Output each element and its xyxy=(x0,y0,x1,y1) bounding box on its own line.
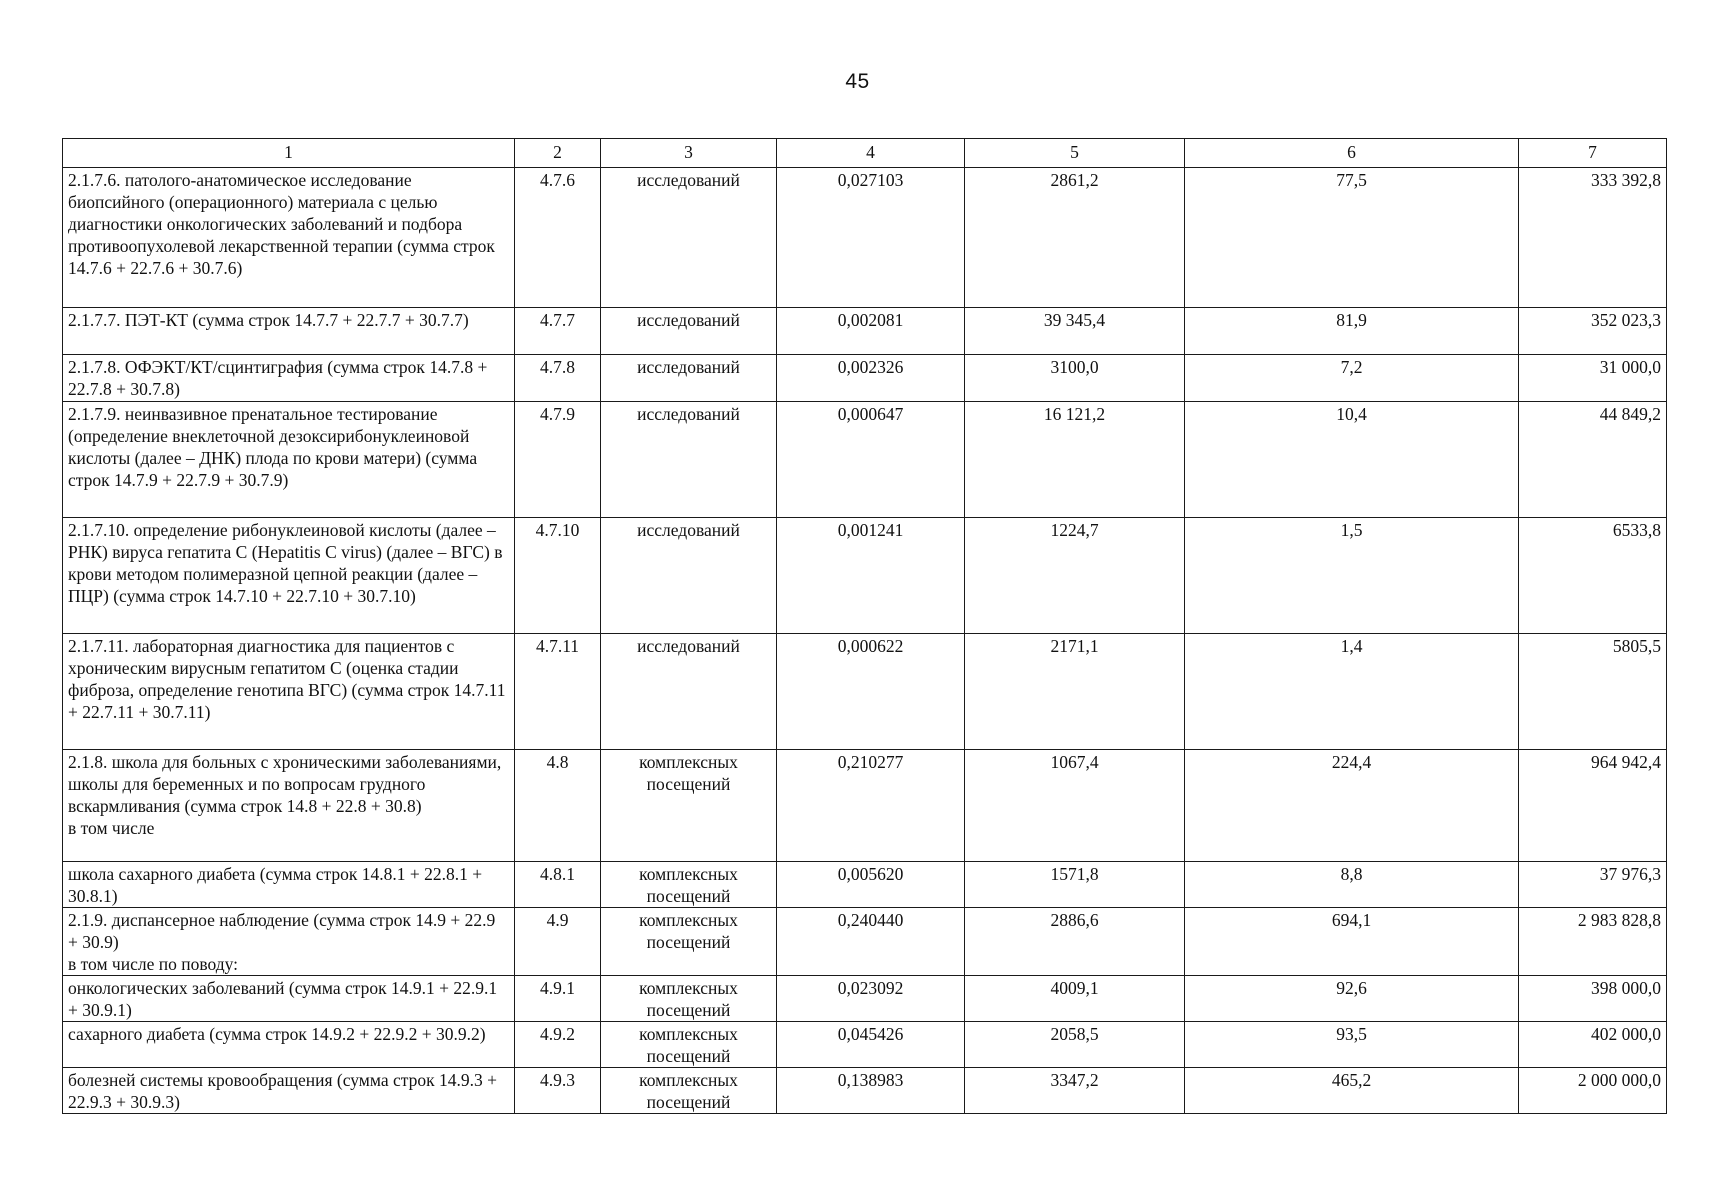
row-name-cell: 2.1.7.9. неинвазивное пренатальное тестирование (определение внеклеточной дезоксирибонуклеиновой кислоты (далее – ДНК) плода по крови матери) (сумма строк 14.7.9 + 22.7.9 + 30.7.9) xyxy=(63,402,515,518)
header-row xyxy=(63,139,1667,168)
row-name-cell: сахарного диабета (сумма строк 14.9.2 + 22.9.2 + 30.9.2) xyxy=(63,1022,515,1068)
row-value-col6: 224,4 xyxy=(1185,750,1519,862)
row-value-col5: 39 345,4 xyxy=(965,308,1185,355)
row-value-col6: 694,1 xyxy=(1185,908,1519,976)
row-code-cell: 4.7.8 xyxy=(515,355,601,402)
row-name-cell xyxy=(63,908,515,976)
table-row xyxy=(63,750,1667,862)
row-code-cell: 4.7.9 xyxy=(515,402,601,518)
row-value-col5: 1067,4 xyxy=(965,750,1185,862)
row-name-cell xyxy=(63,750,515,862)
table-row xyxy=(63,308,1667,355)
row-unit-cell: комплексных посещений xyxy=(601,1022,777,1068)
row-unit-cell: исследований xyxy=(601,168,777,308)
row-value-col6: 1,5 xyxy=(1185,518,1519,634)
row-code-cell: 4.7.10 xyxy=(515,518,601,634)
row-value-col6: 81,9 xyxy=(1185,308,1519,355)
table-row xyxy=(63,518,1667,634)
row-value-col4: 0,002326 xyxy=(777,355,965,402)
row-name-cell: онкологических заболеваний (сумма строк 14.9.1 + 22.9.1 + 30.9.1) xyxy=(63,976,515,1022)
table-row xyxy=(63,1022,1667,1068)
row-value-col7: 964 942,4 xyxy=(1519,750,1667,862)
row-value-col5: 3347,2 xyxy=(965,1068,1185,1114)
row-value-col7: 398 000,0 xyxy=(1519,976,1667,1022)
row-value-col6: 465,2 xyxy=(1185,1068,1519,1114)
column-header-7: 7 xyxy=(1519,139,1667,168)
row-value-col5: 3100,0 xyxy=(965,355,1185,402)
row-unit-cell: исследований xyxy=(601,634,777,750)
row-unit-cell: исследований xyxy=(601,402,777,518)
row-code-cell: 4.8.1 xyxy=(515,862,601,908)
page-number: 45 xyxy=(845,70,870,93)
data-table xyxy=(62,138,1667,1114)
row-unit-cell: исследований xyxy=(601,518,777,634)
table-row xyxy=(63,976,1667,1022)
column-header-6: 6 xyxy=(1185,139,1519,168)
row-name-cell: 2.1.7.10. определение рибонуклеиновой кислоты (далее – РНК) вируса гепатита С (Hepatitis C virus) (далее – ВГС) в крови методом полимеразной цепной реакции (далее – ПЦР) (сумма строк 14.7.10 + 22.7.10 + 30.7.10) xyxy=(63,518,515,634)
row-unit-cell: комплексных посещений xyxy=(601,750,777,862)
table-row xyxy=(63,908,1667,976)
row-value-col6: 92,6 xyxy=(1185,976,1519,1022)
row-value-col4: 0,210277 xyxy=(777,750,965,862)
row-unit-cell: комплексных посещений xyxy=(601,1068,777,1114)
row-name-cell: 2.1.7.6. патолого-анатомическое исследование биопсийного (операционного) материала с целью диагностики онкологических заболеваний и подбора противоопухолевой лекарственной терапии (сумма строк 14.7.6 + 22.7.6 + 30.7.6) xyxy=(63,168,515,308)
row-code-cell: 4.9.1 xyxy=(515,976,601,1022)
row-value-col6: 7,2 xyxy=(1185,355,1519,402)
row-code-cell: 4.7.7 xyxy=(515,308,601,355)
row-unit-cell: комплексных посещений xyxy=(601,976,777,1022)
row-name-note: в том числе xyxy=(68,818,155,838)
column-header-2: 2 xyxy=(515,139,601,168)
table-row xyxy=(63,355,1667,402)
row-value-col7: 31 000,0 xyxy=(1519,355,1667,402)
column-header-1: 1 xyxy=(63,139,515,168)
row-value-col7: 5805,5 xyxy=(1519,634,1667,750)
row-value-col7: 2 000 000,0 xyxy=(1519,1068,1667,1114)
row-name-cell: болезней системы кровообращения (сумма строк 14.9.3 + 22.9.3 + 30.9.3) xyxy=(63,1068,515,1114)
row-name-cell: 2.1.7.8. ОФЭКТ/КТ/сцинтиграфия (сумма строк 14.7.8 + 22.7.8 + 30.7.8) xyxy=(63,355,515,402)
row-value-col5: 2171,1 xyxy=(965,634,1185,750)
column-header-3: 3 xyxy=(601,139,777,168)
row-name-cell: 2.1.7.7. ПЭТ-КТ (сумма строк 14.7.7 + 22.7.7 + 30.7.7) xyxy=(63,308,515,355)
row-value-col7: 352 023,3 xyxy=(1519,308,1667,355)
row-value-col4: 0,001241 xyxy=(777,518,965,634)
table-row xyxy=(63,402,1667,518)
row-value-col7: 402 000,0 xyxy=(1519,1022,1667,1068)
column-header-4: 4 xyxy=(777,139,965,168)
row-name-text: 2.1.8. школа для больных с хроническими заболеваниями, школы для беременных и по вопросам грудного вскармливания (сумма строк 14.8 + 22.8 + 30.8) xyxy=(68,752,502,816)
table-row xyxy=(63,168,1667,308)
row-value-col4: 0,000622 xyxy=(777,634,965,750)
row-value-col7: 37 976,3 xyxy=(1519,862,1667,908)
row-value-col5: 2058,5 xyxy=(965,1022,1185,1068)
row-value-col6: 1,4 xyxy=(1185,634,1519,750)
table-row xyxy=(63,862,1667,908)
row-value-col5: 2861,2 xyxy=(965,168,1185,308)
row-unit-cell: комплексных посещений xyxy=(601,908,777,976)
row-value-col7: 2 983 828,8 xyxy=(1519,908,1667,976)
row-value-col5: 4009,1 xyxy=(965,976,1185,1022)
row-value-col6: 93,5 xyxy=(1185,1022,1519,1068)
row-code-cell: 4.8 xyxy=(515,750,601,862)
row-value-col5: 16 121,2 xyxy=(965,402,1185,518)
row-value-col5: 1571,8 xyxy=(965,862,1185,908)
row-unit-cell: исследований xyxy=(601,355,777,402)
row-value-col4: 0,000647 xyxy=(777,402,965,518)
row-code-cell: 4.7.6 xyxy=(515,168,601,308)
row-value-col7: 333 392,8 xyxy=(1519,168,1667,308)
row-value-col4: 0,002081 xyxy=(777,308,965,355)
row-value-col4: 0,240440 xyxy=(777,908,965,976)
row-name-text: 2.1.9. диспансерное наблюдение (сумма строк 14.9 + 22.9 + 30.9) xyxy=(68,910,496,952)
row-code-cell: 4.9.3 xyxy=(515,1068,601,1114)
row-name-note: в том числе по поводу: xyxy=(68,954,239,974)
table-row xyxy=(63,1068,1667,1114)
row-value-col7: 44 849,2 xyxy=(1519,402,1667,518)
row-value-col4: 0,045426 xyxy=(777,1022,965,1068)
row-code-cell: 4.7.11 xyxy=(515,634,601,750)
row-value-col4: 0,138983 xyxy=(777,1068,965,1114)
column-header-5: 5 xyxy=(965,139,1185,168)
row-value-col4: 0,005620 xyxy=(777,862,965,908)
row-name-cell: школа сахарного диабета (сумма строк 14.8.1 + 22.8.1 + 30.8.1) xyxy=(63,862,515,908)
row-value-col6: 10,4 xyxy=(1185,402,1519,518)
row-code-cell: 4.9.2 xyxy=(515,1022,601,1068)
row-value-col5: 1224,7 xyxy=(965,518,1185,634)
row-value-col4: 0,027103 xyxy=(777,168,965,308)
row-value-col6: 77,5 xyxy=(1185,168,1519,308)
row-unit-cell: комплексных посещений xyxy=(601,862,777,908)
row-unit-cell: исследований xyxy=(601,308,777,355)
row-value-col7: 6533,8 xyxy=(1519,518,1667,634)
row-value-col6: 8,8 xyxy=(1185,862,1519,908)
row-code-cell: 4.9 xyxy=(515,908,601,976)
table-row xyxy=(63,634,1667,750)
row-value-col5: 2886,6 xyxy=(965,908,1185,976)
row-name-cell: 2.1.7.11. лабораторная диагностика для пациентов с хроническим вирусным гепатитом С (оценка стадии фиброза, определение генотипа ВГС) (сумма строк 14.7.11 + 22.7.11 + 30.7.11) xyxy=(63,634,515,750)
row-value-col4: 0,023092 xyxy=(777,976,965,1022)
